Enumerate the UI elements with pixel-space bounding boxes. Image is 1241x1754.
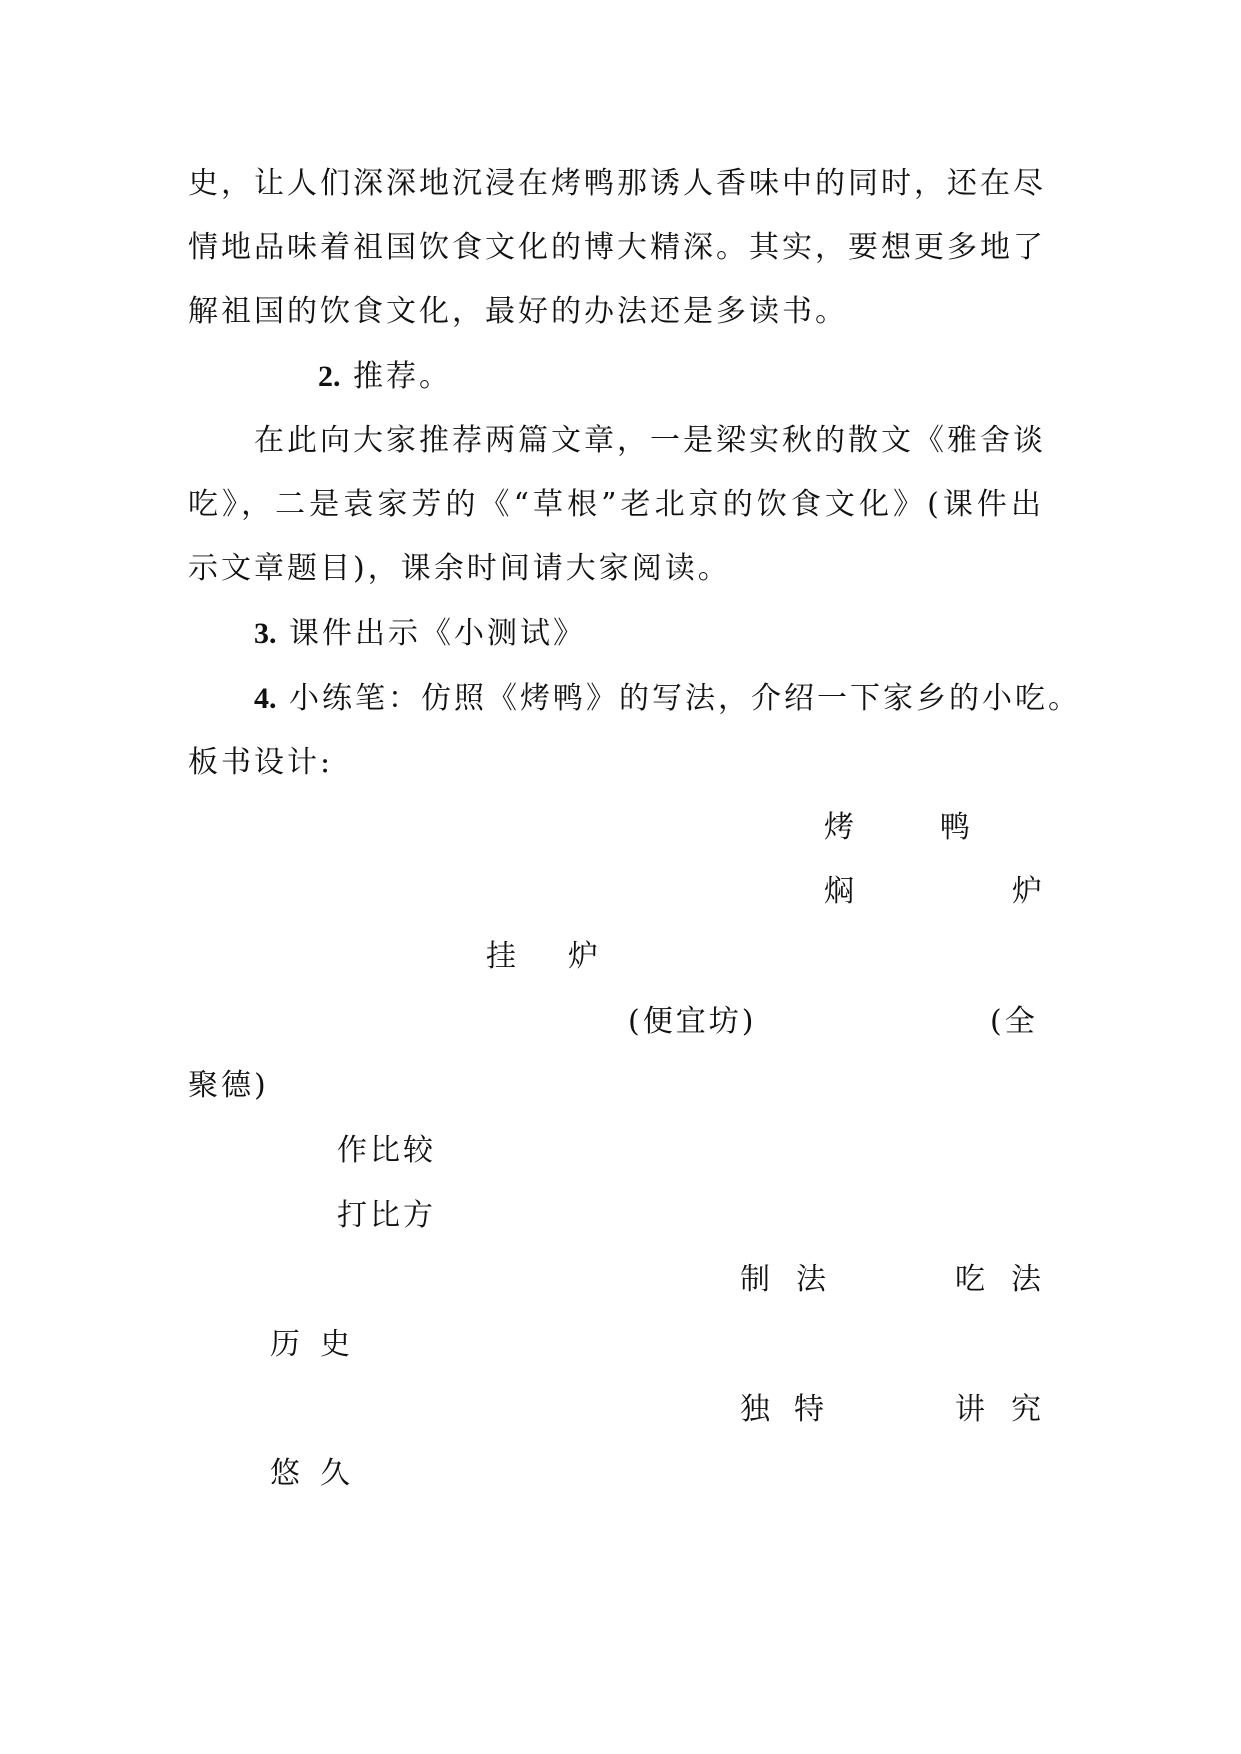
board-menlu-char: 焖 <box>824 874 857 909</box>
paragraph-line: 解祖国的饮食文化，最好的办法还是多读书。 <box>188 294 848 329</box>
list-number: 2. <box>318 360 341 393</box>
board-bianyifang: (便宜坊) <box>628 1004 757 1039</box>
board-youjiu-char: 悠 <box>270 1456 303 1491</box>
board-quanjude-end: 聚德) <box>188 1068 269 1103</box>
paragraph-line: 示文章题目)，课余时间请大家阅读。 <box>188 551 731 586</box>
paragraph-line: 情地品味着祖国饮食文化的博大精深。其实，要想更多地了 <box>188 230 1046 265</box>
board-compare: 作比较 <box>337 1133 436 1168</box>
board-analogy: 打比方 <box>337 1198 436 1233</box>
board-heading: 板书设计: <box>188 745 334 780</box>
list-text: 小练笔：仿照《烤鸭》的写法，介绍一下家乡的小吃。 <box>289 681 1082 716</box>
board-dute: 独特 <box>740 1392 848 1427</box>
board-chifa-char: 吃 <box>955 1262 988 1297</box>
board-zhifa-char: 法 <box>796 1262 829 1297</box>
paragraph-line: 在此向大家推荐两篇文章，一是梁实秋的散文《雅舍谈 <box>254 423 1046 458</box>
board-title-char: 鸭 <box>940 810 973 845</box>
board-menlu-char: 炉 <box>1012 874 1045 909</box>
paragraph-line: 史，让人们深深地沉浸在烤鸭那诱人香味中的同时，还在尽 <box>188 166 1046 201</box>
board-gualu-char: 炉 <box>568 939 601 974</box>
board-zhifa-char: 制 <box>740 1262 773 1297</box>
board-jiangjiu-char: 究 <box>1011 1392 1044 1427</box>
board-lishi-char: 历 <box>270 1327 303 1362</box>
list-number: 4. <box>254 682 277 715</box>
board-lishi-char: 史 <box>320 1327 353 1362</box>
list-number: 3. <box>254 617 277 650</box>
list-item-4 <box>254 679 1081 719</box>
paragraph-line: 吃》，二是袁家芳的《“草根”老北京的饮食文化》(课件出 <box>188 487 1044 522</box>
board-quanjude-start: (全 <box>990 1004 1038 1039</box>
board-gualu-char: 挂 <box>486 939 519 974</box>
board-youjiu-char: 久 <box>320 1456 353 1491</box>
board-title-char: 烤 <box>824 810 857 845</box>
board-chifa-char: 法 <box>1011 1262 1044 1297</box>
list-item-3 <box>254 614 586 654</box>
board-jiangjiu-char: 讲 <box>955 1392 988 1427</box>
list-text: 推荐。 <box>353 359 453 394</box>
list-text: 课件出示《小测试》 <box>289 616 587 651</box>
list-item-2 <box>318 357 452 397</box>
